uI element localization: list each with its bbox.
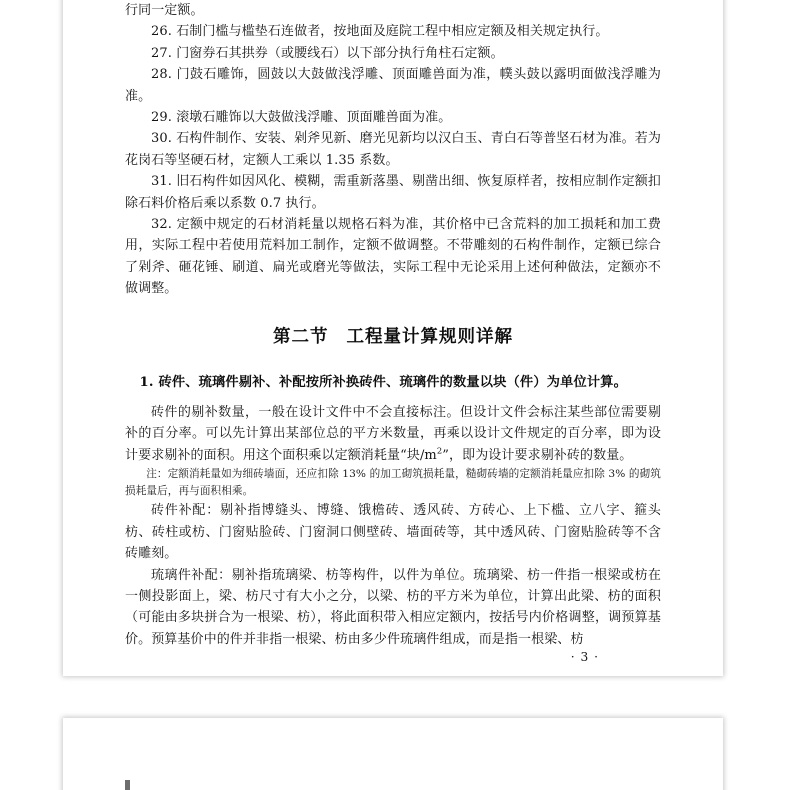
paragraph-clipped-top: 行同一定额。 xyxy=(125,3,204,18)
partial-glyph-mark xyxy=(125,780,130,790)
paragraph-item-29: 29. 滚墩石雕饰以大鼓做浅浮雕、顶面雕兽面为准。 xyxy=(151,110,452,126)
section-heading xyxy=(125,300,661,358)
document-page-2 xyxy=(63,718,723,790)
page-2-inner xyxy=(63,718,723,790)
rule-heading-1: 1. 砖件、琉璃件剔补、补配按所补换砖件、琉璃件的数量以块（件）为单位计算。 xyxy=(139,374,628,390)
section-heading-title: 工程量计算规则详解 xyxy=(346,326,513,347)
paragraph-item-32: 32. 定额中规定的石材消耗量以规格石料为准，其价格中已含荒料的加工损耗和加工费用，实际工程中若使用荒料加工制作，定额不做调整。不带雕刻的石构件制作，定额已综合了剁斧、砸花锤、刷道、扁光或磨光等做法，实际工程中无论采用上述何种做法，定额亦不做调整。 xyxy=(125,217,661,297)
unit-superscript: 2 xyxy=(436,445,443,456)
brick-count-text-before: 砖件的剔补数量，一般在设计文件中不会直接标注。但设计文件会标注某些部位需要剔补的百分率。可以先计算出某部位总的平方米数量，再乘以设计文件规定的百分率，即为设计要求剔补的面积。用这个面积乘以定额消耗量“块/m xyxy=(125,404,661,463)
paragraph-item-26: 26. 石制门槛与槛垫石连做者，按地面及庭院工程中相应定额及相关规定执行。 xyxy=(151,24,609,40)
page-2-partial-content xyxy=(125,780,326,790)
paragraph-item-30: 30. 石构件制作、安装、剁斧见新、磨光见新均以汉白玉、青白石等普坚石材为准。若为花岗石等坚硬石材，定额人工乘以 1.35 系数。 xyxy=(125,131,661,168)
section-heading-label: 第二节 xyxy=(273,326,329,347)
paragraph-brick-count xyxy=(125,402,661,466)
paragraph-item-27: 27. 门窗券石其拱券（或腰线石）以下部分执行角柱石定额。 xyxy=(151,45,504,61)
paragraph-glaze-supply: 琉璃件补配：剔补指琉璃梁、枋等构件，以件为单位。琉璃梁、枋一件指一根梁或枋在一侧投影面上，梁、枋尺寸有大小之分，以梁、枋的平方米为单位，计算出此梁、枋的面积（可能由多块拼合为一根梁、枋），将此面积带入相应定额内，按括号内价格调整，调预算基价。预算基价中的件并非指一根梁、枋由多少件琉璃件组成，而是指一根梁、枋 xyxy=(125,567,661,647)
paragraph-note: 注：定额消耗量如为细砖墙面，还应扣除 13% 的加工砌筑损耗量，糙砌砖墙的定额消耗量应扣除 3% 的砌筑损耗量后，再与面积相乘。 xyxy=(125,467,661,498)
brick-count-text-after: ”，即为设计要求剔补砖的数量。 xyxy=(442,447,633,463)
paragraph-brick-supply: 砖件补配：剔补指博缝头、博缝、饿檐砖、透风砖、方砖心、上下槛、立八字、箍头枋、砖柱或枋、门窗贴脸砖、门窗洞口侧壁砖、墙面砖等，其中透风砖、门窗贴脸砖等不含砖雕刻。 xyxy=(125,503,661,562)
page-1-text-column xyxy=(125,0,661,665)
paragraph-item-28: 28. 门鼓石雕饰，圆鼓以大鼓做浅浮雕、顶面雕兽面为准，幞头鼓以露明面做浅浮雕为准。 xyxy=(125,67,661,104)
document-page-1 xyxy=(63,0,723,676)
page-1-inner xyxy=(63,0,723,676)
paragraph-item-31: 31. 旧石构件如因风化、模糊，需重新落墨、剔凿出细、恢复原样者，按相应制作定额扣除石料价格后乘以系数 0.7 执行。 xyxy=(125,174,661,211)
page-number-folio: · 3 · xyxy=(570,650,599,665)
